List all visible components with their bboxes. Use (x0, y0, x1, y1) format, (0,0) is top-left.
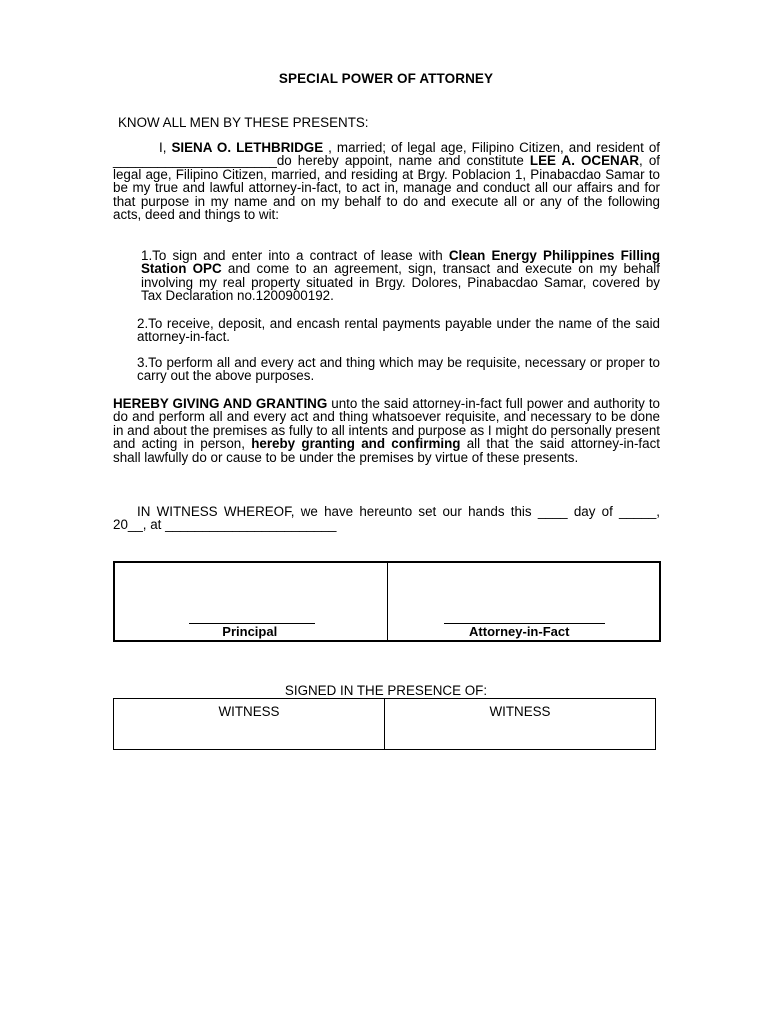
item1-rest: and come to an agreement, sign, transact and execute on my behalf involving my real property situated in Brgy. Dolores, Pinabacdao Samar, covered by Tax Declaration no.1200900192. (141, 261, 660, 304)
know-all-heading: KNOW ALL MEN BY THESE PRESENTS: (118, 115, 369, 130)
attorney-signature-cell (387, 563, 660, 640)
company-name: Clean Energy Philippines Filling Station OPC (141, 248, 660, 277)
appointment-paragraph (113, 141, 660, 221)
power-item-1 (141, 249, 660, 303)
signature-table (113, 561, 661, 642)
attorney-name: LEE A. OCENAR (529, 153, 640, 169)
witness-clause-text: IN WITNESS WHEREOF, we have hereunto set our hands this ____ day of _____, 20__, at _______________________ (113, 504, 660, 533)
p1-pre: I, (159, 140, 172, 155)
power-item-2: 2.To receive, deposit, and encash rental payments payable under the name of the said attorney-in-fact. (137, 316, 660, 345)
witness-cell-2: WITNESS (384, 699, 655, 749)
p2-rest: all that the said attorney-in-fact shall lawfully do or cause to be under the premises by virtue of these presents. (113, 436, 660, 465)
witness-table (113, 698, 656, 750)
item1-pre: 1.To sign and enter into a contract of lease with (141, 248, 449, 263)
granting-confirming: hereby granting and confirming (251, 436, 461, 452)
witness-clause (113, 505, 660, 532)
power-item-3: 3.To perform all and every act and thing which may be requisite, necessary or proper to carry out the above purposes. (137, 355, 660, 384)
witness-cell-1: WITNESS (218, 704, 280, 719)
signed-presence-heading: SIGNED IN THE PRESENCE OF: (284, 683, 488, 698)
principal-signature-cell (115, 563, 387, 640)
principal-label: Principal (222, 624, 278, 639)
principal-name: SIENA O. LETHBRIDGE (171, 140, 324, 155)
granting-lead: HEREBY GIVING AND GRANTING (113, 396, 328, 411)
p2-mid: unto the said attorney-in-fact full power and authority to do and perform all and every act and thing whatsoever requisite, and necessary to be done in and about the premises as fully to all intents and purpose as I might do personally present and acting in person, (113, 396, 660, 452)
granting-paragraph (113, 397, 660, 464)
p1-mid: , married; of legal age, Filipino Citizen, and resident of ______________________do hereby appoint, name and constitute (113, 140, 660, 169)
attorney-label: Attorney-in-Fact (469, 624, 570, 639)
document-title: SPECIAL POWER OF ATTORNEY (278, 71, 494, 86)
p1-rest: , of legal age, Filipino Citizen, married, and residing at Brgy. Poblacion 1, Pinabacdao Samar to be my true and lawful attorney-in-fact, to act in, manage and conduct all our affairs and for that purpose in my name and on my behalf to do and execute all or any of the following acts, deed and things to wit: (113, 153, 661, 223)
